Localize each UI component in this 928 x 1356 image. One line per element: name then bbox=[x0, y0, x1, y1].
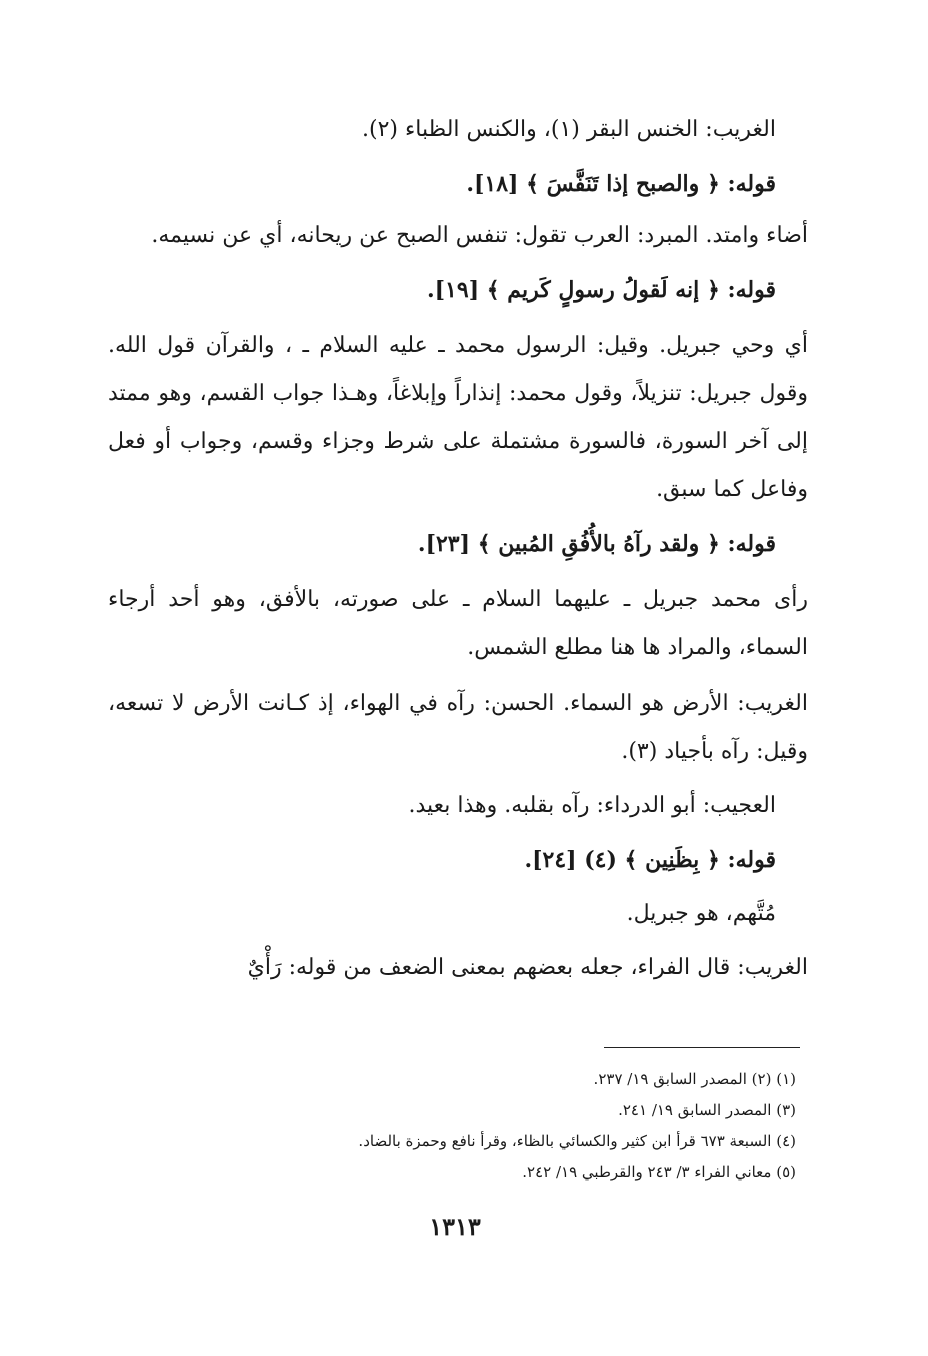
paragraph-raa-muhammad: رأى محمد جبريل ـ عليهما السلام ـ على صورته، بالأفق، وهو أحد أرجاء السماء، والمراد ها هنا مطلع الشمس. bbox=[108, 587, 808, 660]
verse-24: قوله: ﴿ بِظَنِين ﴾ (٤) [٢٤]. bbox=[524, 847, 776, 873]
verse-23: قوله: ﴿ ولقد رآهُ بالأُفُقِ المُبين ﴾ [٢٣]. bbox=[417, 531, 776, 557]
paragraph-wahy-jibril: أي وحي جبريل. وقيل: الرسول محمد ـ عليه السلام ـ ، والقرآن قول الله. وقول جبريل: تنزيلاً، وقول محمد: إنذاراً وإبلاغاً، وهـذا جواب القسم، وهو ممتد إلى آخر السورة، فالسورة مشتملة على شرط وجزاء وقسم، وجواب أو فعل وفاعل كما سبق. bbox=[108, 333, 808, 502]
footnote-divider bbox=[604, 1047, 800, 1048]
text-line-farra: الغريب: قال الفراء، جعله بعضهم بمعنى الضعف من قوله: رَأْيٌ bbox=[247, 955, 808, 980]
main-text bbox=[108, 100, 808, 992]
text-line-gharib-khunnas: الغريب: الخنس البقر (١)، والكنس الظباء (٢). bbox=[361, 117, 776, 142]
footnote-1-2: (١) (٢) المصدر السابق ١٩/ ٢٣٧. bbox=[593, 1070, 796, 1088]
verse-18: قوله: ﴿ والصبح إذا تَنَفَّسَ ﴾ [١٨]. bbox=[466, 171, 776, 197]
footnote-3: (٣) المصدر السابق ١٩/ ٢٤١. bbox=[618, 1101, 796, 1119]
footnote-5: (٥) معاني الفراء ٣/ ٢٤٣ والقرطبي ١٩/ ٢٤٢. bbox=[522, 1163, 796, 1181]
page-number: ١٣١٣ bbox=[429, 1212, 481, 1241]
text-line-muttaham: مُتَّهم، هو جبريل. bbox=[626, 901, 776, 926]
paragraph-gharib-ard: الغريب: الأرض هو السماء. الحسن: رآه في الهواء، إذ كـانت الأرض لا تسعه، وقيل: رآه بأجياد (٣). bbox=[108, 691, 808, 764]
text-line-ajib: العجيب: أبو الدرداء: رآه بقلبه. وهذا بعيد. bbox=[408, 793, 776, 818]
verse-19: قوله: ﴿ إنه لَقولُ رسولٍ كَريم ﴾ [١٩]. bbox=[426, 277, 776, 303]
footnote-4: (٤) السبعة ٦٧٣ قرأ ابن كثير والكسائي بالظاء، وقرأ نافع وحمزة بالضاد. bbox=[358, 1132, 796, 1150]
paragraph-tanaffus: أضاء وامتد. المبرد: العرب تقول: تنفس الصبح عن ريحانه، أي عن نسيمه. bbox=[151, 223, 808, 248]
footnotes bbox=[200, 1064, 796, 1188]
